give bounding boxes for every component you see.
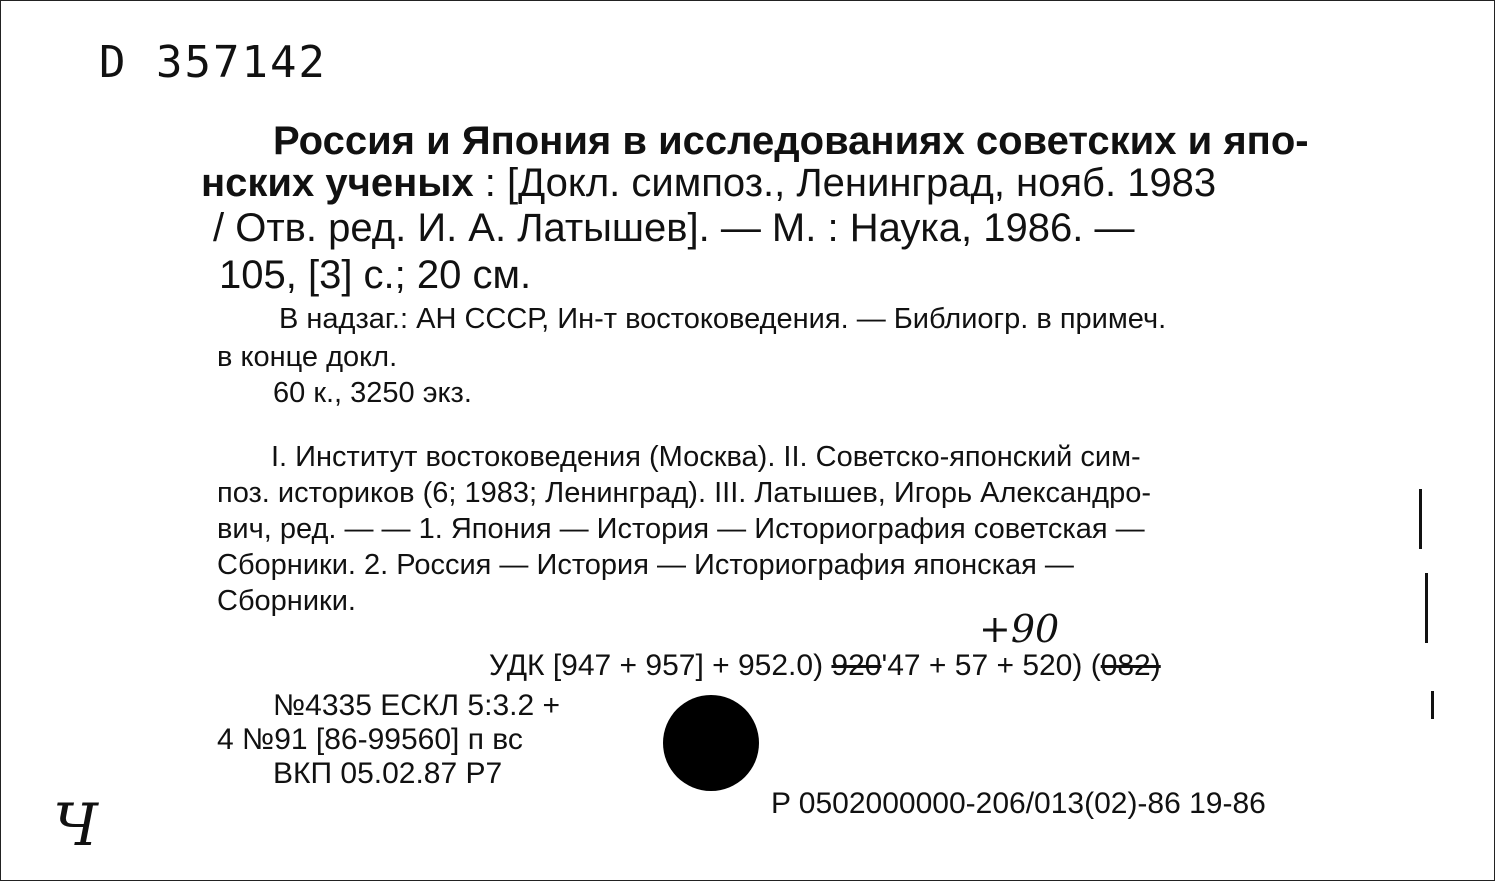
title-line-3: / Отв. ред. И. А. Латышев]. — М. : Наука, 1986. — (213, 206, 1135, 250)
note-line-2: в конце докл. (217, 341, 398, 373)
classification-code: P 0502000000-206/013(02)-86 19-86 (771, 787, 1266, 820)
bottom-line-3: ВКП 05.02.87 Р7 (273, 757, 503, 790)
card-number: D 357142 (99, 37, 327, 88)
tracing-line-2: поз. историков (6; 1983; Ленинград). III. Латышев, Игорь Александро- (217, 477, 1152, 509)
udk-struck-2: 082) (1100, 649, 1161, 682)
price-line: 60 к., 3250 экз. (273, 377, 472, 409)
handwritten-mark: Ч (53, 791, 98, 859)
udk-struck: 920 (831, 649, 882, 682)
handwritten-udk-note: +90 (979, 607, 1060, 651)
tracing-line-5: Сборники. (217, 585, 356, 617)
title-line-2-rest: : [Докл. симпоз., Ленинград, нояб. 1983 (473, 161, 1217, 205)
bottom-line-2: 4 №91 [86-99560] п вс (217, 723, 523, 756)
punch-hole (663, 695, 759, 791)
note-line-1: В надзаг.: АН СССР, Ин-т востоковедения. — Библиогр. в примеч. (279, 303, 1167, 335)
tracing-line-4: Сборники. 2. Россия — История — Историография японская — (217, 549, 1074, 581)
tracing-line-1: I. Институт востоковедения (Москва). II. Советско-японский сим- (271, 441, 1141, 473)
udk-text: УДК [947 + 957] + 952.0) (489, 649, 832, 682)
bottom-line-1: №4335 ЕСКЛ 5:3.2 + (273, 689, 561, 722)
margin-line-3 (1431, 691, 1434, 719)
tracing-line-3: вич, ред. — — 1. Япония — История — Историография советская — (217, 513, 1145, 545)
udk-text-after: '47 + 57 + 520) ( (881, 649, 1101, 682)
title-line-4: 105, [3] с.; 20 см. (219, 253, 532, 297)
title-line-2 (201, 161, 1216, 205)
title-line-2-bold: нских ученых (201, 161, 474, 205)
udk-line (489, 649, 1161, 683)
title-line-1: Россия и Япония в исследованиях советских и япо- (273, 119, 1309, 163)
margin-line-1 (1419, 489, 1422, 549)
margin-line-2 (1425, 573, 1428, 643)
